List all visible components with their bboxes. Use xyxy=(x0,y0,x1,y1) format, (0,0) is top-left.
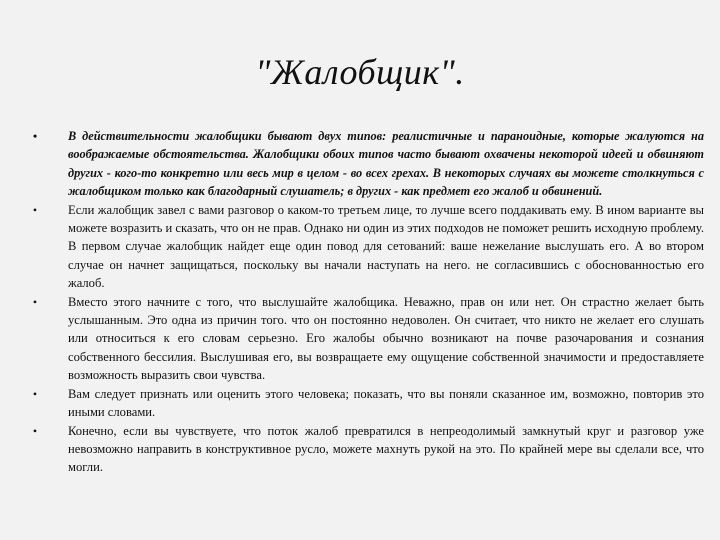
bullet-text: В действительности жалобщики бывают двух типов: реалистичные и параноидные, которые жалуются на воображаемые обстоятельства. Жалобщики обоих типов часто бывают охвачены некоторой идеей и обвиняют других - кого-то конкретно или весь мир в целом - во всех грехах. В некоторых случаях вы можете столкнуться с жалобщиком только как благодарный слушатель; в других - как предмет его жалоб и обвинений. xyxy=(68,129,704,199)
slide-title: "Жалобщик". xyxy=(255,52,465,92)
bullet-list xyxy=(30,127,704,477)
bullet-text: Если жалобщик завел с вами разговор о каком-то третьем лице, то лучше всего поддакивать ему. В ином варианте вы можете возразить и сказать, что он не прав. Однако ни один из этих подходов не поможет решить исходную проблему. В первом случае жалобщик найдет еще один повод для сетований: ваше нежелание выслушать его. А во втором случае он начнет защищаться, поскольку вы начали наступать на него. не согласившись с обоснованностью его жалоб. xyxy=(68,202,704,291)
bullet-item xyxy=(30,422,704,477)
bullet-dot-icon: • xyxy=(32,129,38,143)
bullet-dot-icon: • xyxy=(32,386,38,401)
bullet-dot-icon: • xyxy=(32,202,38,217)
bullet-item xyxy=(30,293,704,385)
bullet-text: Конечно, если вы чувствуете, что поток жалоб превратился в непреодолимый замкнутый круг и разговор уже невозможно направить в конструктивное русло, можете махнуть рукой на это. По крайней мере вы сделали все, что могли. xyxy=(68,423,704,475)
bullet-item xyxy=(30,201,704,293)
bullet-text: Вам следует признать или оценить этого человека; показать, что вы поняли сказанное им, возможно, повторив это иными словами. xyxy=(68,386,704,420)
bullet-item xyxy=(30,127,704,201)
bullet-item xyxy=(30,385,704,422)
bullet-text: Вместо этого начните с того, что выслушайте жалобщика. Неважно, прав он или нет. Он страстно желает быть услышанным. Это одна из причин того. что он постоянно недоволен. Он считает, что никто не желает его слушать или относиться к его словам серьезно. Его жалобы обычно возникают на почве разочарования и сознания собственного бессилия. Выслушивая его, вы возвращаете ему ощущение собственной значимости и предоставляете возможность выразить свои чувства. xyxy=(68,294,704,383)
bullet-dot-icon: • xyxy=(32,294,38,309)
bullet-dot-icon: • xyxy=(32,423,38,438)
